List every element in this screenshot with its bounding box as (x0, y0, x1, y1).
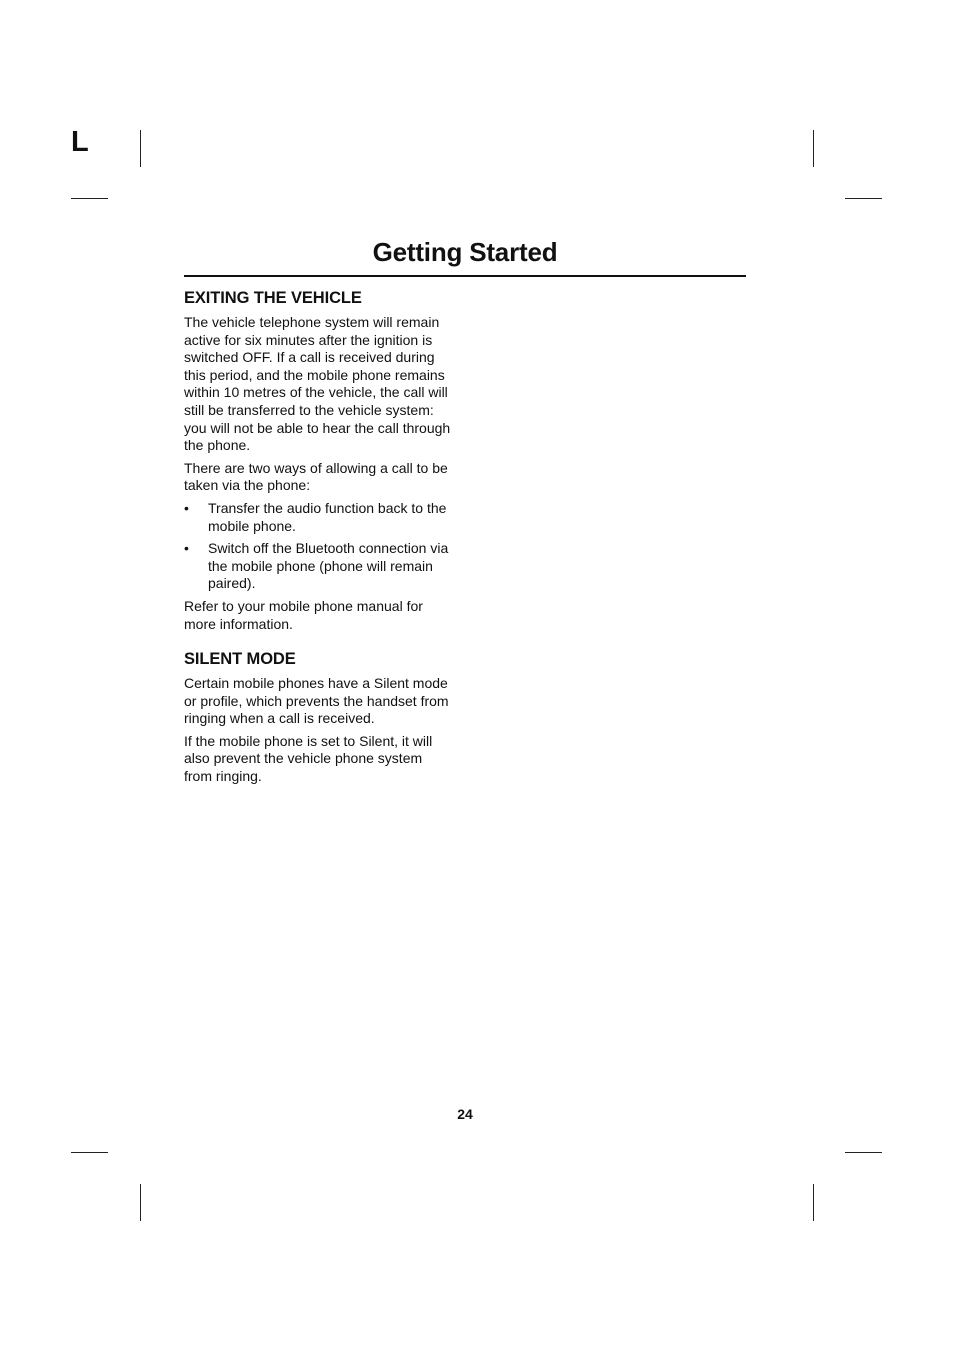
title-divider (184, 275, 746, 277)
list-item-text: Transfer the audio function back to the mobile phone. (208, 499, 447, 534)
paragraph-exiting-closing: Refer to your mobile phone manual for more information. (184, 597, 423, 632)
crop-mark-top-right-vertical (813, 130, 814, 167)
paragraph-silent-2: If the mobile phone is set to Silent, it will also prevent the vehicle phone system from ringing. (184, 732, 433, 785)
paragraph-silent-1: Certain mobile phones have a Silent mode or profile, which prevents the handset from ringing when a call is received. (184, 675, 449, 727)
section-heading-exiting: EXITING THE VEHICLE (184, 289, 362, 307)
section-heading-silent: SILENT MODE (184, 650, 296, 669)
list-item (184, 500, 452, 535)
crop-mark-bottom-right-horizontal (845, 1152, 882, 1153)
crop-mark-top-right-horizontal (845, 198, 882, 199)
bullet-marker: • (184, 540, 189, 557)
page-title: Getting Started (372, 237, 558, 267)
crop-mark-top-left-horizontal (71, 198, 108, 199)
crop-mark-bottom-left-vertical (140, 1184, 141, 1221)
list-item-text: Switch off the Bluetooth connection via the mobile phone (phone will remain paired). (208, 540, 449, 592)
page-number: 24 (457, 1106, 473, 1122)
list-item (184, 540, 452, 593)
crop-mark-top-left-vertical (140, 130, 141, 167)
crop-mark-bottom-left-horizontal (71, 1152, 108, 1153)
bullet-list (184, 500, 452, 593)
paragraph-exiting-1: The vehicle telephone system will remain active for six minutes after the ignition is switched OFF. If a call is received during this period, and the mobile phone remains within 10 metres of the vehicle, the call will still be transferred to the vehicle system: you will not be able to hear the call through the phone. (184, 314, 451, 454)
text-column (184, 288, 452, 791)
crop-mark-bottom-right-vertical (813, 1184, 814, 1221)
paragraph-exiting-2: There are two ways of allowing a call to be taken via the phone: (184, 459, 448, 494)
corner-letter-mark: L (71, 126, 89, 158)
bullet-marker: • (184, 499, 189, 516)
